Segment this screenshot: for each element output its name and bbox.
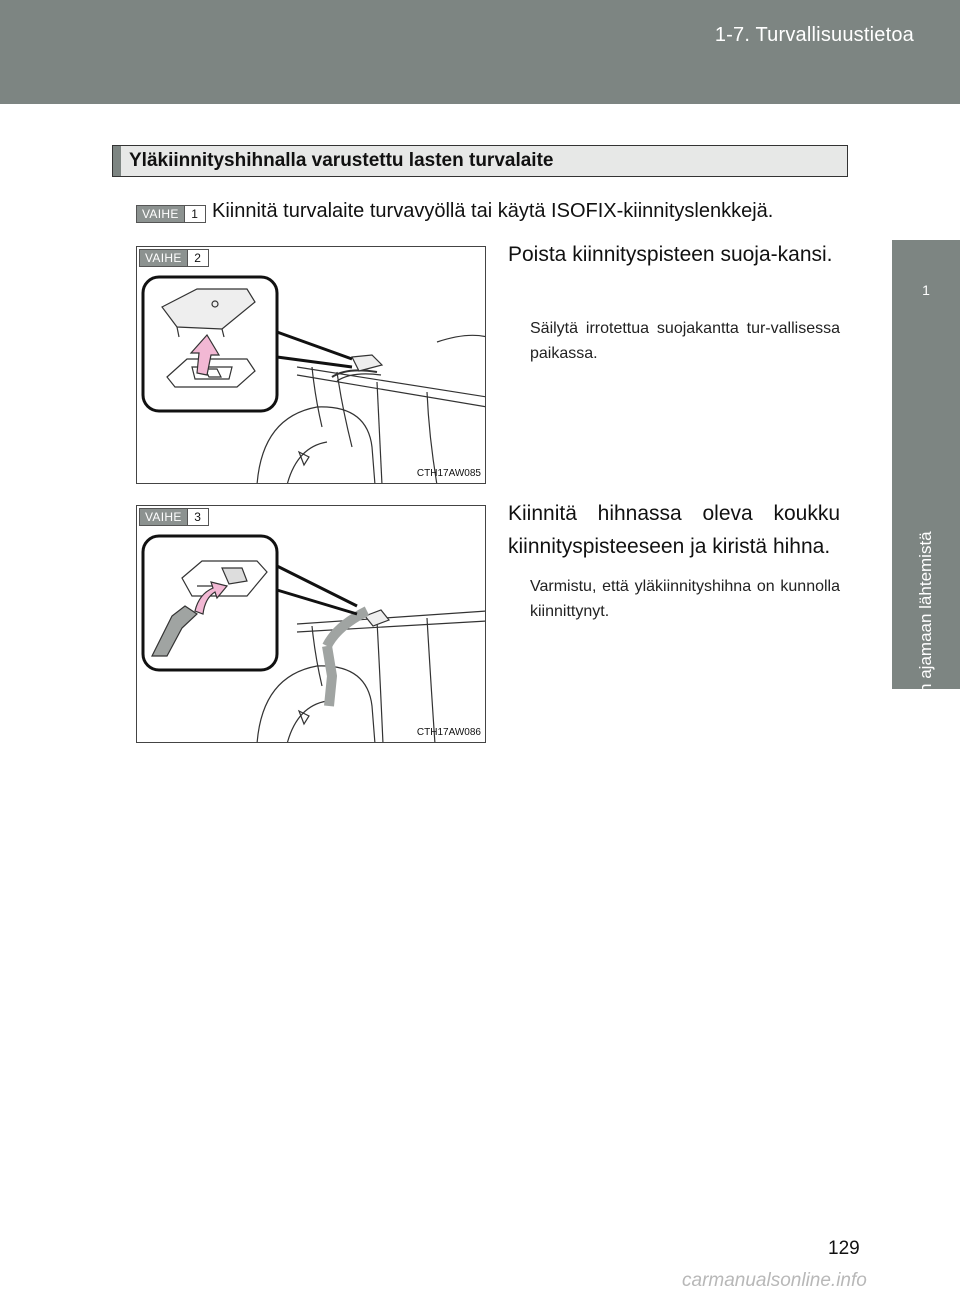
- figure-step-2: [136, 246, 486, 484]
- chapter-number: 1: [892, 240, 960, 440]
- step-2-note: Säilytä irrotettua suojakantta tur-vallisessa paikassa.: [530, 320, 840, 362]
- step-badge-1: [136, 205, 206, 223]
- step-badge-3: [139, 508, 209, 526]
- step-3-note: Varmistu, että yläkiinnityshihna on kunnolla kiinnittynyt.: [530, 578, 840, 620]
- figure-code: CTH17AW085: [416, 468, 481, 479]
- figure-step-3: [136, 505, 486, 743]
- chapter-title: Ennen ajamaan lähtemistä: [916, 531, 935, 733]
- step-badge-2: [139, 249, 209, 267]
- header-band: [0, 0, 960, 104]
- figure-step-2-illustration: [137, 247, 486, 484]
- step-3-instruction: Kiinnitä hihnassa oleva koukku kiinnityspisteeseen ja kiristä hihna.: [508, 502, 840, 558]
- watermark: carmanualsonline.info: [682, 1270, 867, 1291]
- section-title: [112, 145, 848, 177]
- figure-code: CTH17AW086: [416, 727, 481, 738]
- step-number: 3: [187, 509, 208, 525]
- step-2-instruction: Poista kiinnityspisteen suoja-kansi.: [508, 243, 833, 266]
- step-number: 2: [187, 250, 208, 266]
- step-word: VAIHE: [140, 250, 187, 266]
- step-word: VAIHE: [140, 509, 187, 525]
- section-title-text: Yläkiinnityshihnalla varustettu lasten turvalaite: [129, 150, 554, 171]
- step-1-text: Kiinnitä turvalaite turvavyöllä tai käytä ISOFIX-kiinnityslenkkejä.: [212, 200, 774, 222]
- step-number: 1: [184, 206, 205, 222]
- chapter-side-tab[interactable]: [892, 104, 960, 1299]
- figure-step-3-illustration: [137, 506, 486, 743]
- step-word: VAIHE: [137, 206, 184, 222]
- header-section-title: 1-7. Turvallisuustietoa: [714, 24, 914, 46]
- page-number: 129: [828, 1238, 860, 1259]
